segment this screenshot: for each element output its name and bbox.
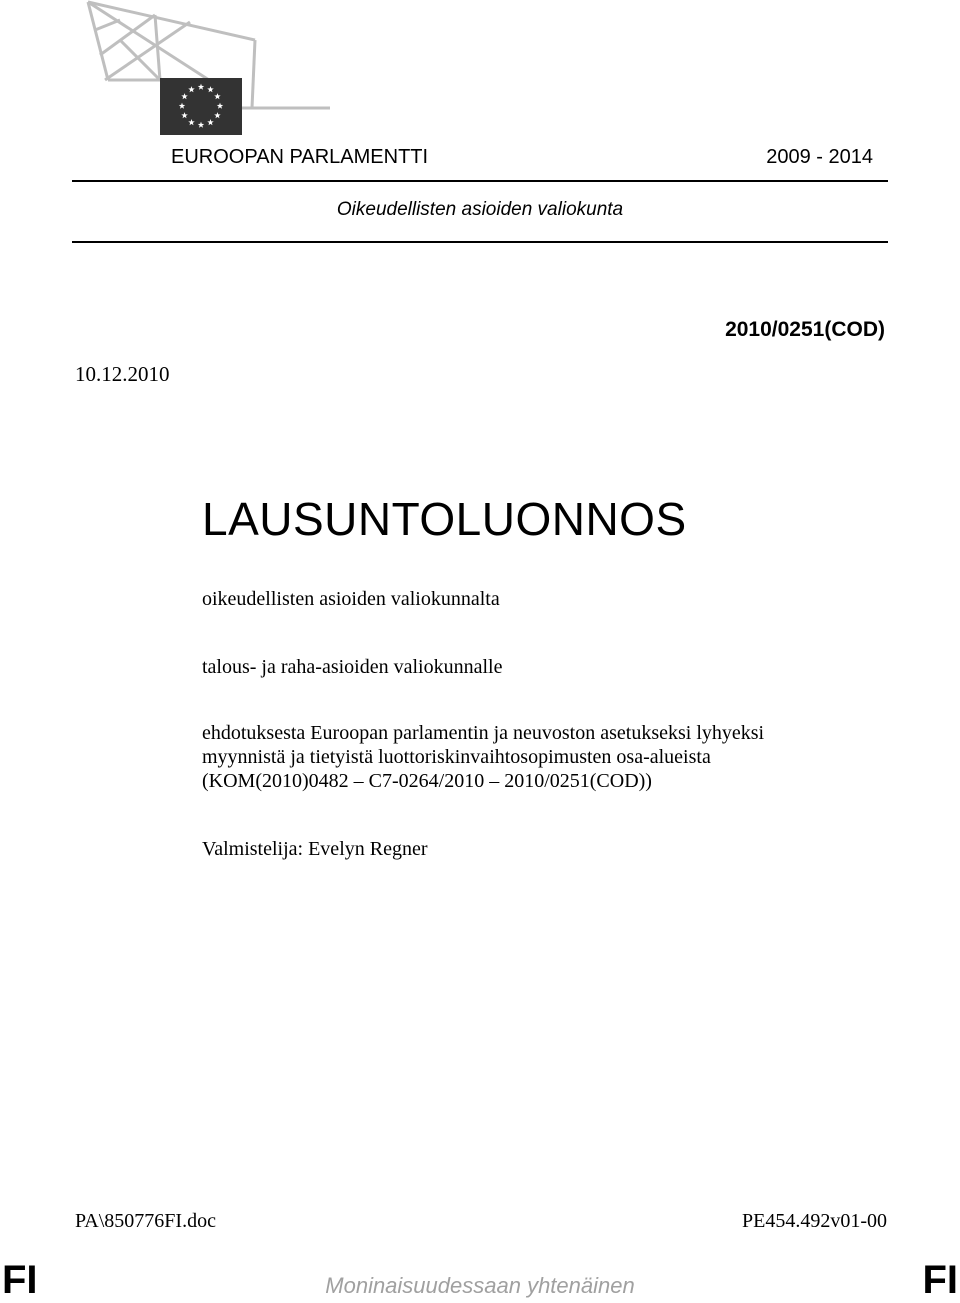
header-divider-top xyxy=(72,180,888,182)
language-code-left: FI xyxy=(2,1258,38,1302)
subject-line: ehdotuksesta Euroopan parlamentin ja neuvoston asetukseksi lyhyeksi xyxy=(202,722,765,744)
subject-line: myynnistä ja tietyistä luottoriskinvaihtosopimusten osa-alueista xyxy=(202,746,711,768)
rapporteur: Valmistelija: Evelyn Regner xyxy=(202,838,428,860)
procedure-reference: 2010/0251(COD) xyxy=(725,318,885,341)
header-divider-bottom xyxy=(72,241,888,243)
european-parliament-logo-icon xyxy=(80,0,340,140)
subject-block xyxy=(202,721,764,793)
eu-motto: Moninaisuudessaan yhtenäinen xyxy=(325,1273,635,1298)
to-committee: talous- ja raha-asioiden valiokunnalle xyxy=(202,656,503,678)
organisation-name: EUROOPAN PARLAMENTTI xyxy=(171,146,429,168)
document-date: 10.12.2010 xyxy=(75,362,170,386)
subject-line: (KOM(2010)0482 – C7-0264/2010 – 2010/0251(COD)) xyxy=(202,770,652,792)
parliamentary-term: 2009 - 2014 xyxy=(766,146,873,168)
from-committee: oikeudellisten asioiden valiokunnalta xyxy=(202,588,500,610)
language-code-right: FI xyxy=(922,1258,958,1302)
file-reference: PA\850776FI.doc xyxy=(75,1210,216,1232)
pe-reference: PE454.492v01-00 xyxy=(742,1210,887,1232)
document-title: LAUSUNTOLUONNOS xyxy=(202,493,687,545)
committee-name: Oikeudellisten asioiden valiokunta xyxy=(336,199,624,220)
